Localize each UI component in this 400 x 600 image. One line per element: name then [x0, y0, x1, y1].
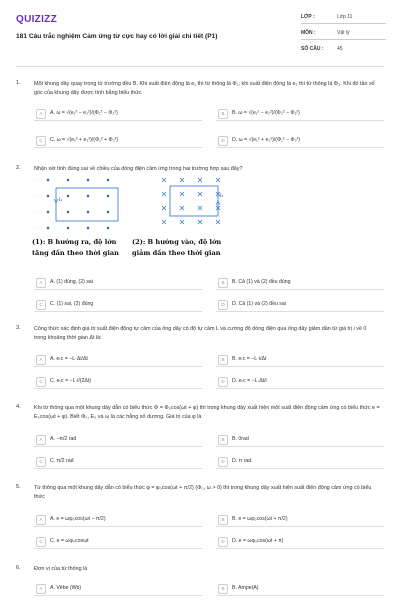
option-text: A. Vêbe (Wb)	[50, 585, 82, 591]
option-a[interactable]	[34, 434, 202, 447]
caption-1-line-2: tăng dần theo thời gian	[32, 249, 119, 257]
option-text: B. Cả (1) và (2) đều đúng	[232, 279, 291, 285]
option-b[interactable]	[216, 434, 384, 447]
question-2	[16, 165, 386, 315]
question-number: 5.	[16, 484, 21, 490]
current-label-2: I₂	[220, 193, 224, 198]
option-letter: D	[218, 300, 228, 310]
option-d[interactable]	[216, 135, 384, 148]
option-text: D. eₜc = −L·Δt/i	[232, 378, 267, 384]
current-label-1: I₁	[59, 197, 63, 202]
header	[0, 0, 400, 66]
question-4	[16, 404, 386, 474]
question-number: 4.	[16, 404, 21, 410]
question-text: Công thức xác định giá trị suất điện động tự cảm của ống dây có độ tự cảm L và cường độ dòng điện qua ống dây giảm dần từ giá trị i về 0 trong khoảng thời gian Δt là:	[34, 326, 367, 341]
option-a[interactable]	[34, 583, 202, 596]
option-letter: B	[218, 109, 228, 119]
option-text: A. eₜc = −L·Δi/Δt	[50, 356, 88, 362]
option-letter: B	[218, 278, 228, 288]
option-c[interactable]	[34, 135, 202, 148]
option-d[interactable]	[216, 456, 384, 469]
question-number: 3.	[16, 325, 21, 331]
induction-figure	[36, 175, 236, 235]
option-letter: C	[36, 457, 46, 467]
option-c[interactable]	[34, 299, 202, 312]
option-a[interactable]	[34, 108, 202, 121]
option-letter: C	[36, 300, 46, 310]
document-title: 181 Câu trắc nghiệm Cảm ứng từ cực hay có lời giải chi tiết (P1)	[16, 33, 218, 40]
option-c[interactable]	[34, 376, 202, 389]
option-a[interactable]	[34, 514, 202, 527]
header-divider	[16, 66, 384, 67]
option-letter: B	[218, 584, 228, 594]
meta-class-key: LỚP :	[301, 14, 315, 20]
question-text: Nhận xét tính đúng sai về chiều của dòng điện cảm ứng trong hai trường hợp sau đây?	[34, 166, 243, 172]
option-letter: C	[36, 537, 46, 547]
option-text: A. (1) đúng, (2) sai	[50, 279, 93, 285]
option-text: B. Ampe(A)	[232, 585, 259, 591]
quizizz-logo[interactable]: QUIZIZZ	[16, 14, 57, 25]
question-text: Đơn vị của từ thông là	[34, 566, 88, 572]
caption-2-line-1: (2): B hướng vào, độ lớn	[132, 238, 222, 246]
figure-caption-2	[132, 237, 221, 259]
option-letter: D	[218, 136, 228, 146]
option-letter: A	[36, 515, 46, 525]
option-text: D. e = ωφ₀cos(ωt + π)	[232, 538, 284, 544]
option-letter: A	[36, 278, 46, 288]
option-b[interactable]	[216, 583, 384, 596]
question-number: 1.	[16, 80, 21, 86]
question-number: 2.	[16, 165, 21, 171]
option-d[interactable]	[216, 536, 384, 549]
meta-subject-value: Vật lý	[337, 30, 350, 36]
option-letter: D	[218, 537, 228, 547]
caption-2-line-2: giảm dần theo thời gian	[132, 249, 221, 257]
option-letter: A	[36, 355, 46, 365]
option-text: D. Cả (1) và (2) đều sai	[232, 301, 286, 307]
option-b[interactable]	[216, 514, 384, 527]
question-1	[16, 80, 386, 155]
option-b[interactable]	[216, 354, 384, 367]
coil-1	[56, 188, 118, 221]
option-a[interactable]	[34, 277, 202, 290]
question-text: Một khung dây quay trong từ trường đều B. Khi suất điện động là e₁ thì từ thông là Φ₁; khi suất điện động là e₂ thì từ thông là Φ₂. Khi đó tần số góc của khung dây được tính bằng biểu thức	[34, 81, 375, 96]
caption-1-line-1: (1): B hướng ra, độ lớn	[32, 238, 117, 246]
option-d[interactable]	[216, 376, 384, 389]
option-letter: A	[36, 109, 46, 119]
option-text: A. −π/2 rad	[50, 436, 77, 442]
option-text: D. ω = √(e₁² + e₂²)/(Φ₁² − Φ₂²)	[232, 137, 301, 143]
option-letter: D	[218, 377, 228, 387]
option-b[interactable]	[216, 108, 384, 121]
option-letter: C	[36, 136, 46, 146]
meta-count-value: 45	[337, 46, 343, 52]
question-text: Từ thông qua một khung dây dẫn có biểu thức φ = φ₀cos(ωt + π/2) (Φ₀, ω > 0) thì trong khung dây xuất hiện suất điện động cảm ứng có biểu thức	[34, 485, 372, 500]
option-text: B. eₜc = −L·i/Δt	[232, 356, 267, 362]
question-5	[16, 484, 386, 554]
option-a[interactable]	[34, 354, 202, 367]
meta-subject-key: MÔN :	[301, 30, 316, 36]
question-3	[16, 325, 386, 395]
meta-class-value: Lớp 11	[337, 14, 353, 20]
question-6	[16, 565, 386, 599]
option-text: C. π/2 rad	[50, 458, 74, 464]
option-letter: B	[218, 435, 228, 445]
question-text: Khi từ thông qua một khung dây dẫn có biểu thức Φ = Φ₀cos(ωt + φ) thì trong khung dây xuất hiện một suất điện động cảm ứng có biểu thức e = E₀cos(ωt + φ). Biết Φ₀, E₀ và ω là các hằng số dương. Giá trị của φ là	[34, 405, 380, 420]
option-text: C. (1) sai, (2) đúng	[50, 301, 94, 307]
option-text: A. e = ωφ₀cos(ωt − π/2)	[50, 516, 106, 522]
option-letter: B	[218, 515, 228, 525]
option-text: C. ω = √(e₁² + e₂²)/(Φ₁² + Φ₂²)	[50, 137, 119, 143]
option-text: D. π rad.	[232, 458, 253, 464]
option-text: C. e = ωφ₀cosωt	[50, 538, 89, 544]
option-letter: B	[218, 355, 228, 365]
option-c[interactable]	[34, 456, 202, 469]
option-letter: C	[36, 377, 46, 387]
question-number: 6.	[16, 565, 21, 571]
option-text: C. eₜc = −L·i/(2Δt)	[50, 378, 92, 384]
option-text: A. ω = √(e₁² − e₂²)/(Φ₁² − Φ₂²)	[50, 110, 118, 116]
option-letter: A	[36, 584, 46, 594]
coil-2	[170, 186, 218, 216]
option-text: B. 0rad	[232, 436, 249, 442]
option-text: B. ω = √(e₁² − e₂²)/(Φ₂² − Φ₁²)	[232, 110, 300, 116]
figure-caption-1	[32, 237, 119, 259]
field-crosses	[162, 178, 220, 224]
meta-count-key: SỐ CÂU :	[301, 46, 324, 52]
option-text: B. e = ωφ₀cos(ωt + π/2)	[232, 516, 288, 522]
option-c[interactable]	[34, 536, 202, 549]
option-b[interactable]	[216, 277, 384, 290]
option-letter: D	[218, 457, 228, 467]
option-letter: A	[36, 435, 46, 445]
option-d[interactable]	[216, 299, 384, 312]
